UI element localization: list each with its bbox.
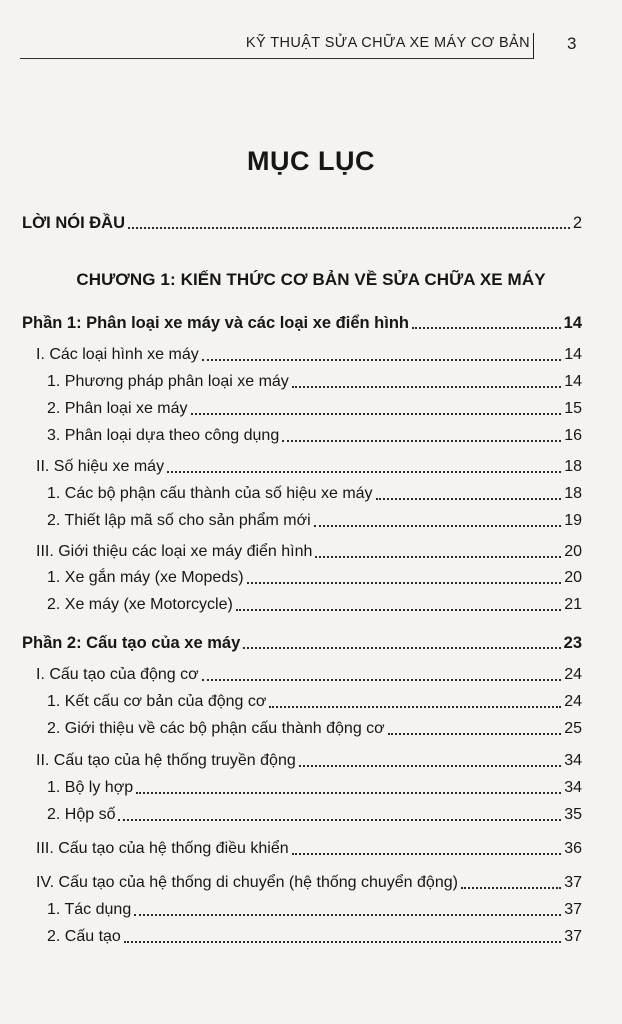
toc-entry-page: 20: [564, 543, 582, 560]
chapter-heading: CHƯƠNG 1: KIẾN THỨC CƠ BẢN VỀ SỬA CHỮA XE MÁY: [76, 270, 546, 289]
toc-entry-label: 1. Xe gắn máy (xe Mopeds): [47, 569, 244, 586]
toc-entry-page: 34: [564, 752, 582, 769]
toc-entry-label: I. Các loại hình xe máy: [36, 346, 199, 363]
toc-entry-label: III. Cấu tạo của hệ thống điều khiển: [36, 840, 289, 857]
toc-entry-page: 23: [563, 634, 582, 652]
toc-entry-section: [36, 664, 582, 686]
toc-entry-label: I. Cấu tạo của động cơ: [36, 666, 199, 683]
toc-entry-label: Phần 2: Cấu tạo của xe máy: [22, 634, 241, 652]
toc-entry-page: 14: [564, 346, 582, 363]
dot-leader: [388, 733, 562, 735]
toc-entry-subsection: [47, 926, 582, 948]
book-title: KỸ THUẬT SỬA CHỮA XE MÁY CƠ BẢN: [245, 35, 530, 51]
toc-entry-subsection: [47, 718, 582, 740]
toc-entry-page: 37: [564, 901, 582, 918]
toc-entry-page: 36: [564, 840, 582, 857]
toc-entry-preface: [22, 212, 582, 234]
toc-entry-page: 21: [564, 596, 582, 613]
toc-entry-subsection: [47, 398, 582, 420]
dot-leader: [461, 887, 561, 889]
dot-leader: [134, 914, 561, 916]
toc-entry-label: 1. Phương pháp phân loại xe máy: [47, 373, 289, 390]
toc-entry-label: IV. Cấu tạo của hệ thống di chuyển (hệ thống chuyển động): [36, 874, 458, 891]
dot-leader: [282, 440, 561, 442]
dot-leader: [202, 679, 562, 681]
dot-leader: [314, 525, 562, 527]
toc-entry-section: [36, 541, 582, 563]
toc-entry-label: 2. Hộp số: [47, 806, 116, 823]
dot-leader: [167, 471, 561, 473]
toc-entry-section: [36, 838, 582, 860]
toc-title: MỤC LỤC: [247, 146, 375, 176]
toc-entry-label: Phần 1: Phân loại xe máy và các loại xe điển hình: [22, 314, 409, 332]
dot-leader: [299, 765, 561, 767]
dot-leader: [376, 498, 562, 500]
toc-entry-label: 2. Thiết lập mã số cho sản phẩm mới: [47, 512, 311, 529]
toc-entry-subsection: [47, 804, 582, 826]
dot-leader: [412, 327, 561, 329]
toc-entry-page: 14: [563, 314, 582, 332]
dot-leader: [124, 941, 561, 943]
toc-entry-label: 1. Kết cấu cơ bản của động cơ: [47, 693, 267, 710]
toc-entry-label: 2. Xe máy (xe Motorcycle): [47, 596, 233, 613]
toc-entry-label: 3. Phân loại dựa theo công dụng: [47, 427, 280, 444]
page-number: 3: [567, 34, 577, 53]
toc-entry-page: 16: [564, 427, 582, 444]
toc-entry-label: II. Số hiệu xe máy: [36, 458, 165, 475]
toc-entry-subsection: [47, 425, 582, 447]
toc-entry-section: [36, 872, 582, 894]
dot-leader: [243, 647, 560, 649]
toc-entry-label: 1. Bộ ly hợp: [47, 779, 134, 796]
header-rule: [20, 58, 534, 59]
toc-entry-subsection: [47, 777, 582, 799]
toc-entry-page: 25: [564, 720, 582, 737]
toc-entry-part: [22, 632, 582, 654]
header-divider: [533, 33, 534, 59]
toc-entry-subsection: [47, 510, 582, 532]
toc-entry-page: 24: [564, 666, 582, 683]
toc-entry-page: 18: [564, 458, 582, 475]
toc-entry-page: 2: [572, 214, 582, 232]
toc-entry-subsection: [47, 594, 582, 616]
toc-entry-part: [22, 312, 582, 334]
dot-leader: [128, 227, 570, 229]
toc-entry-page: 35: [564, 806, 582, 823]
toc-entry-page: 20: [564, 569, 582, 586]
dot-leader: [315, 556, 561, 558]
toc-entry-subsection: [47, 371, 582, 393]
toc-entry-page: 18: [564, 485, 582, 502]
toc-entry-subsection: [47, 567, 582, 589]
toc-entry-page: 34: [564, 779, 582, 796]
toc-entry-label: II. Cấu tạo của hệ thống truyền động: [36, 752, 296, 769]
dot-leader: [136, 792, 561, 794]
toc-entry-label: LỜI NÓI ĐẦU: [22, 214, 125, 232]
toc-entry-label: 2. Phân loại xe máy: [47, 400, 188, 417]
toc-entry-page: 15: [564, 400, 582, 417]
toc-entry-subsection: [47, 691, 582, 713]
dot-leader: [236, 609, 561, 611]
toc-entry-label: 2. Cấu tạo: [47, 928, 121, 945]
toc-entry-page: 19: [564, 512, 582, 529]
dot-leader: [191, 413, 562, 415]
running-header: [0, 33, 622, 63]
toc-entry-page: 37: [564, 928, 582, 945]
dot-leader: [292, 853, 562, 855]
toc-entry-page: 37: [564, 874, 582, 891]
toc-entry-section: [36, 344, 582, 366]
toc-entry-label: 1. Các bộ phận cấu thành của số hiệu xe máy: [47, 485, 373, 502]
toc-entry-section: [36, 456, 582, 478]
dot-leader: [118, 819, 561, 821]
dot-leader: [202, 359, 561, 361]
dot-leader: [269, 706, 561, 708]
toc-entry-subsection: [47, 899, 582, 921]
dot-leader: [292, 386, 561, 388]
toc-entry-page: 14: [564, 373, 582, 390]
toc-entry-section: [36, 750, 582, 772]
toc-entry-label: 1. Tác dụng: [47, 901, 132, 918]
toc-entry-label: 2. Giới thiệu về các bộ phận cấu thành động cơ: [47, 720, 385, 737]
dot-leader: [247, 582, 562, 584]
toc-entry-label: III. Giới thiệu các loại xe máy điển hình: [36, 543, 313, 560]
toc-entry-page: 24: [564, 693, 582, 710]
toc-entry-subsection: [47, 483, 582, 505]
